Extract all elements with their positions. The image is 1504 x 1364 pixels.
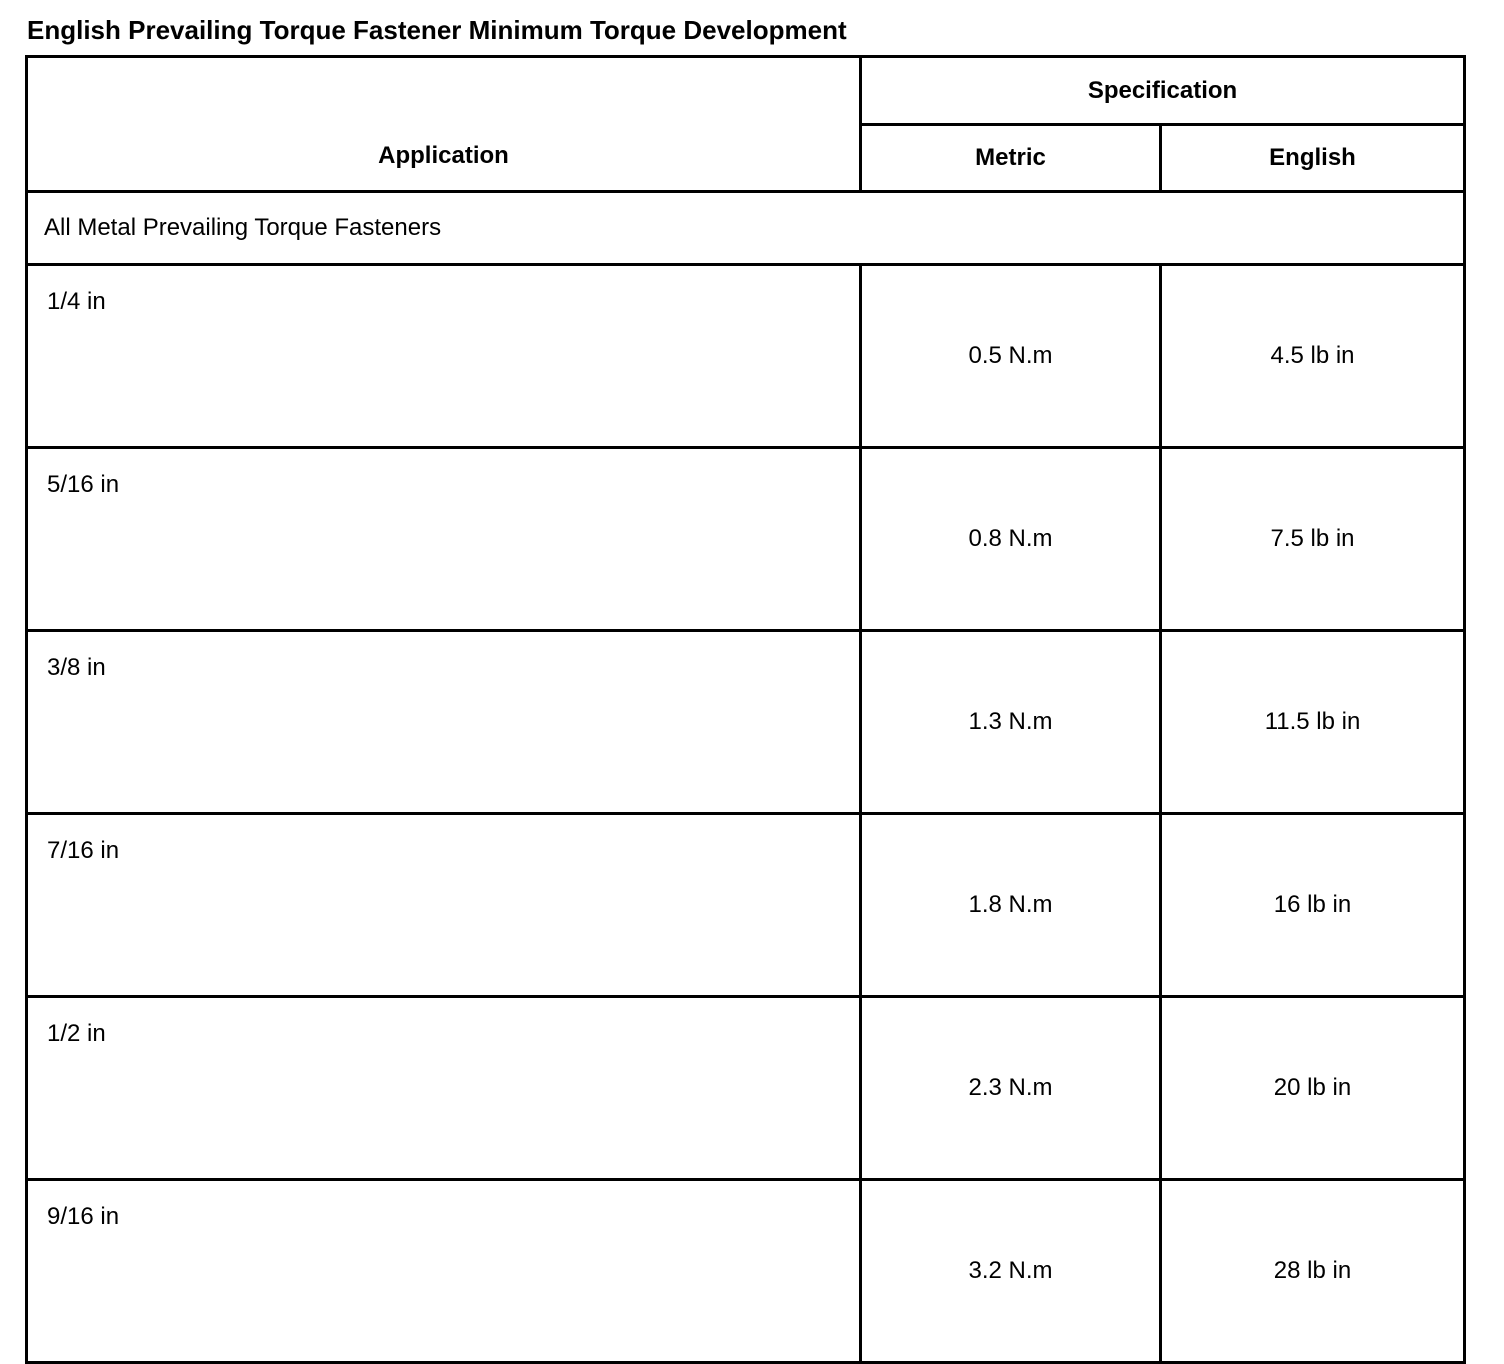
english-value: 16 lb in: [1161, 814, 1465, 997]
english-value: 20 lb in: [1161, 997, 1465, 1180]
fastener-size: 1/4 in: [27, 265, 861, 448]
table-row: [27, 448, 1465, 631]
fastener-size: 5/16 in: [27, 448, 861, 631]
metric-value: 1.3 N.m: [861, 631, 1161, 814]
metric-value: 3.2 N.m: [861, 1180, 1161, 1363]
header-row-top: [27, 57, 1465, 125]
table-row: [27, 1180, 1465, 1363]
table-row: [27, 997, 1465, 1180]
fastener-size: 7/16 in: [27, 814, 861, 997]
metric-value: 0.8 N.m: [861, 448, 1161, 631]
fastener-size: 1/2 in: [27, 997, 861, 1180]
table-row: [27, 265, 1465, 448]
torque-spec-table: [25, 55, 1466, 1364]
section-row: [27, 192, 1465, 265]
english-value: 4.5 lb in: [1161, 265, 1465, 448]
application-header: Application: [27, 57, 861, 192]
fastener-size: 3/8 in: [27, 631, 861, 814]
metric-header: Metric: [861, 125, 1161, 192]
table-row: [27, 814, 1465, 997]
english-header: English: [1161, 125, 1465, 192]
table-row: [27, 631, 1465, 814]
english-value: 11.5 lb in: [1161, 631, 1465, 814]
page-title: English Prevailing Torque Fastener Minimum Torque Development: [27, 15, 847, 45]
metric-value: 1.8 N.m: [861, 814, 1161, 997]
metric-value: 0.5 N.m: [861, 265, 1161, 448]
section-label: All Metal Prevailing Torque Fasteners: [27, 192, 1465, 265]
specification-header: Specification: [861, 57, 1465, 125]
fastener-size: 9/16 in: [27, 1180, 861, 1363]
metric-value: 2.3 N.m: [861, 997, 1161, 1180]
english-value: 28 lb in: [1161, 1180, 1465, 1363]
english-value: 7.5 lb in: [1161, 448, 1465, 631]
